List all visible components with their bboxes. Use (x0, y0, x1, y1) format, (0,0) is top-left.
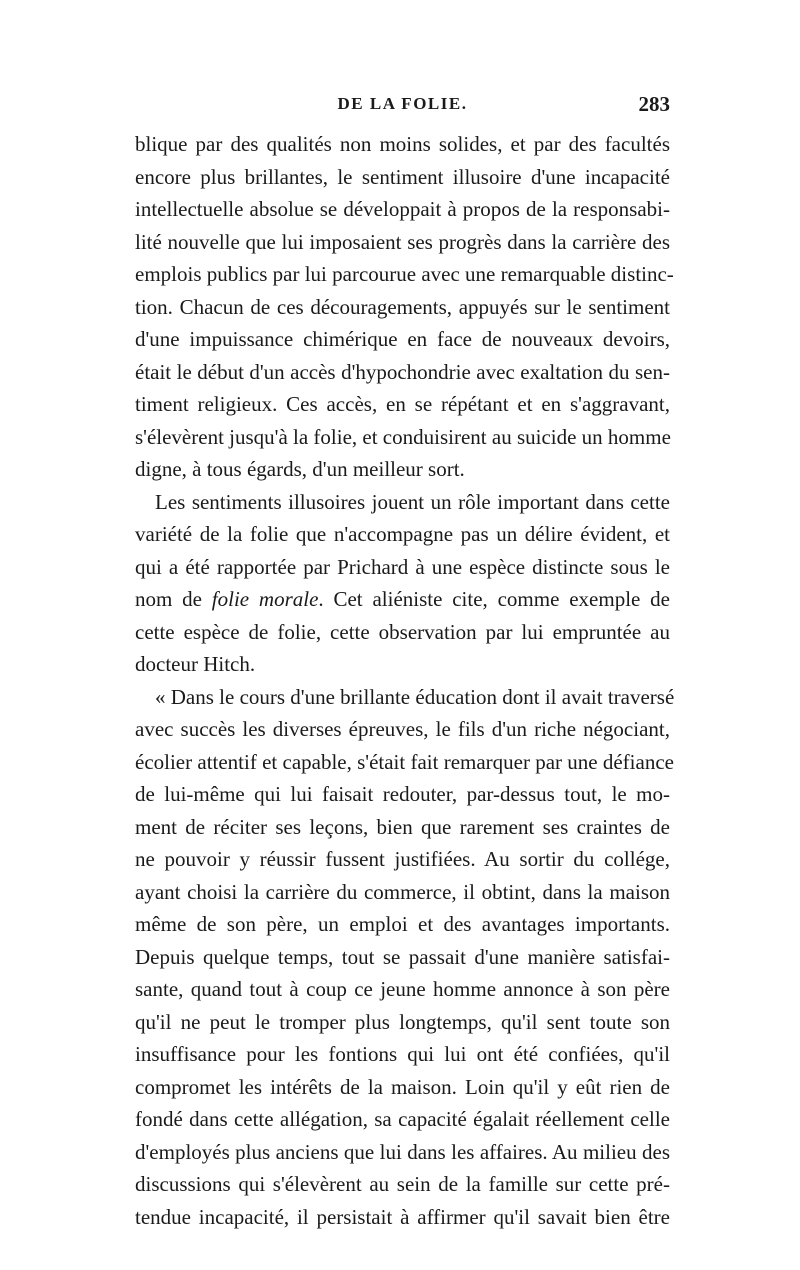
text-line: qui a été rapportée par Prichard à une espèce distincte sous le (135, 554, 670, 579)
text-line: s'élevèrent jusqu'à la folie, et conduisirent au suicide un homme (135, 424, 671, 449)
text-line: variété de la folie que n'accompagne pas un délire évident, et (135, 522, 670, 546)
text-line: ne pouvoir y réussir fussent justifiées. Au sortir du collége, (135, 847, 670, 871)
body-text (135, 128, 675, 1233)
text-fragment: . Cet aliéniste cite, comme exemple de (318, 587, 670, 611)
text-line: était le début d'un accès d'hypochondrie avec exaltation du sen- (135, 359, 670, 384)
running-head: DE LA FOLIE. (337, 94, 468, 113)
text-line: ment de réciter ses leçons, bien que rarement ses craintes de (135, 814, 670, 839)
text-line-with-italic (135, 583, 670, 616)
text-line: tendue incapacité, il persistait à affirmer qu'il savait bien être (135, 1204, 670, 1229)
text-line: encore plus brillantes, le sentiment illusoire d'une incapacité (135, 164, 670, 189)
text-line: emplois publics par lui parcourue avec une remarquable distinc- (135, 262, 674, 286)
text-line: intellectuelle absolue se développait à propos de la responsabi- (135, 197, 670, 221)
text-line: de lui-même qui lui faisait redouter, par-dessus tout, le mo- (135, 782, 670, 806)
page-number: 283 (638, 92, 670, 116)
text-line: timent religieux. Ces accès, en se répétant et en s'aggravant, (135, 392, 670, 416)
italic-term: folie morale (211, 587, 319, 611)
text-line: sante, quand tout à coup ce jeune homme annonce à son père (135, 977, 670, 1001)
text-line: fondé dans cette allégation, sa capacité égalait réellement celle (135, 1107, 670, 1131)
text-line: insuffisance pour les fontions qui lui ont été confiées, qu'il (135, 1042, 670, 1066)
text-line: discussions qui s'élevèrent au sein de la famille sur cette pré- (135, 1172, 670, 1196)
text-line: Depuis quelque temps, tout se passait d'une manière satisfai- (135, 944, 670, 969)
text-line: avec succès les diverses épreuves, le fils d'un riche négociant, (135, 717, 670, 741)
text-line: blique par des qualités non moins solides, et par des facultés (135, 132, 670, 156)
page-header (135, 92, 670, 122)
text-line: compromet les intérêts de la maison. Loin qu'il y eût rien de (135, 1074, 670, 1099)
text-line: même de son père, un emploi et des avantages importants. (135, 912, 670, 936)
text-line: cette espèce de folie, cette observation par lui empruntée au (135, 619, 670, 644)
text-fragment: nom de (135, 587, 212, 611)
text-line: docteur Hitch. (135, 652, 256, 676)
text-line: ayant choisi la carrière du commerce, il obtint, dans la maison (135, 879, 670, 904)
text-line: écolier attentif et capable, s'était fait remarquer par une défiance (135, 749, 674, 774)
text-line: d'une impuissance chimérique en face de nouveaux devoirs, (135, 327, 670, 351)
text-line: Les sentiments illusoires jouent un rôle important dans cette (155, 489, 670, 514)
text-line: digne, à tous égards, d'un meilleur sort. (135, 457, 465, 481)
text-line: « Dans le cours d'une brillante éducation dont il avait traversé (155, 684, 675, 709)
text-line: qu'il ne peut le tromper plus longtemps, qu'il sent toute son (135, 1009, 670, 1034)
text-line: lité nouvelle que lui imposaient ses progrès dans la carrière des (135, 229, 670, 254)
text-line: d'employés plus anciens que lui dans les affaires. Au milieu des (135, 1139, 670, 1164)
text-line: tion. Chacun de ces découragements, appuyés sur le sentiment (135, 294, 670, 319)
